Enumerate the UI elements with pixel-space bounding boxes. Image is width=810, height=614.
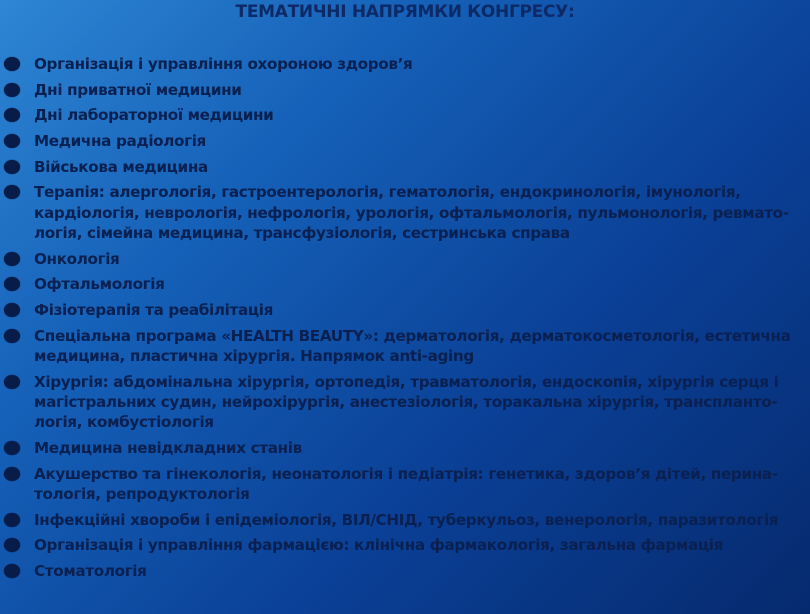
list-item: [4, 182, 808, 243]
list-item: [4, 274, 808, 294]
list-item-text: Організація і управління охороною здоров’я: [34, 55, 413, 73]
list-item-text: Онкологія: [34, 249, 120, 268]
list-item-text: Медицина невідкладних станів: [34, 439, 302, 458]
list-item-text: Військова медицина: [34, 157, 208, 176]
bullet-icon: [4, 83, 20, 97]
list-item-text: Хірургія: абдомінальна хірургія, ортопедія, травматологія, ендоскопія, хірургія серця і магістральних судин, нейрохірургія, анестезіологія, торакальна хірургія, транспланто-логія, комбустіологія: [34, 372, 779, 432]
bullet-icon: [4, 108, 20, 122]
bullet-icon: [4, 57, 20, 71]
list-item-text: Організація і управління фармацією: клінічна фармакологія, загальна фармація: [34, 536, 724, 555]
list-item: [4, 510, 808, 530]
list-item: [4, 105, 808, 125]
list-item: [4, 438, 808, 458]
bullet-icon: [4, 538, 20, 552]
list-item: [4, 464, 808, 505]
bullet-icon: [4, 513, 20, 527]
list-item-text: Інфекційні хвороби і епідеміологія, ВІЛ/СНІД, туберкульоз, венерологія, паразитологія: [34, 510, 779, 529]
list-item-text: Офтальмологія: [34, 275, 165, 294]
bullet-icon: [4, 252, 20, 266]
topics-list: [4, 54, 808, 587]
bullet-icon: [4, 329, 20, 343]
list-item: [4, 54, 808, 74]
list-item: [4, 131, 808, 151]
list-item-text: Стоматологія: [34, 562, 147, 581]
list-item-text: Медична радіологія: [34, 132, 206, 151]
list-item: [4, 300, 808, 320]
bullet-icon: [4, 277, 20, 291]
bullet-icon: [4, 185, 20, 199]
list-item-text: Терапія: алергологія, гастроентерологія, гематологія, ендокринологія, імунологія, кардіологія, неврологія, нефрологія, урологія, офтальмологія, пульмонологія, ревмато-логія, сімейна медицина, трансфузіологія, сестринська справа: [34, 183, 789, 243]
list-item-text: Акушерство та гінекологія, неонатологія і педіатрія: генетика, здоров’я дітей, перина-тологія, репродуктологія: [34, 464, 778, 504]
list-item: [4, 249, 808, 269]
bullet-icon: [4, 303, 20, 317]
bullet-icon: [4, 441, 20, 455]
list-item: [4, 535, 808, 555]
list-item: [4, 80, 808, 100]
bullet-icon: [4, 467, 20, 481]
bullet-icon: [4, 160, 20, 174]
bullet-icon: [4, 564, 20, 578]
list-item-text: Дні лабораторної медицини: [34, 106, 274, 125]
page-title: ТЕМАТИЧНІ НАПРЯМКИ КОНГРЕСУ:: [235, 2, 575, 22]
bullet-icon: [4, 375, 20, 389]
list-item-text: Фізіотерапія та реабілітація: [34, 301, 274, 320]
list-item: [4, 157, 808, 177]
list-item: [4, 372, 808, 433]
list-item: [4, 561, 808, 581]
bullet-icon: [4, 134, 20, 148]
list-item-text: Спеціальна програма «HEALTH BEAUTY»: дерматологія, дерматокосметологія, естетична медицина, пластична хірургія. Напрямок anti-aging: [34, 326, 791, 366]
list-item: [4, 326, 808, 367]
list-item-text: Дні приватної медицини: [34, 80, 242, 99]
